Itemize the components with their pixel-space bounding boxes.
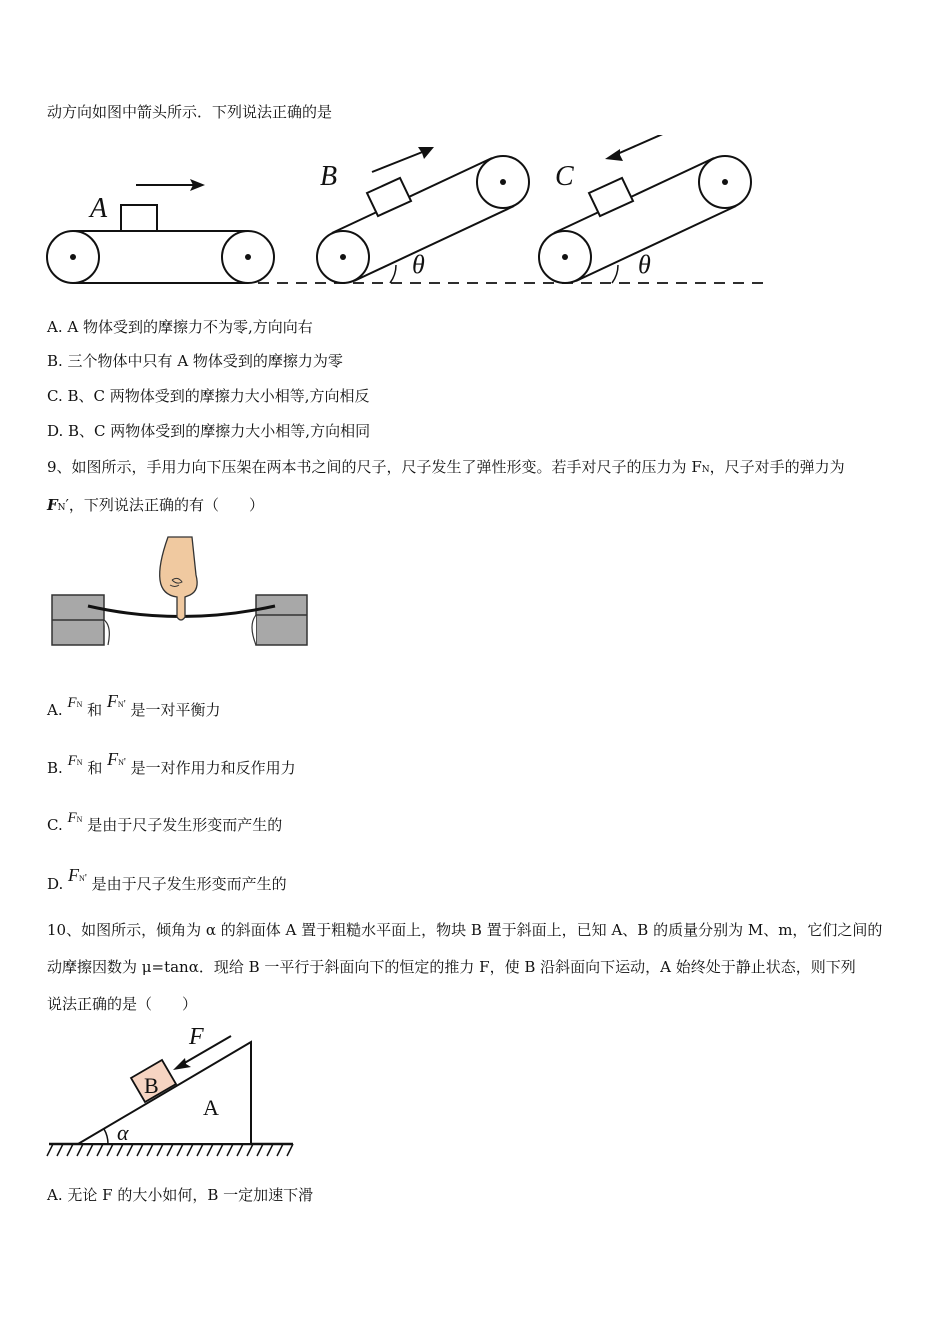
theta-c: θ <box>638 250 651 279</box>
fn-symbol: FN <box>67 810 83 826</box>
q10-stem-line3: 说法正确的是（ ） <box>47 995 198 1013</box>
block-b <box>367 178 411 216</box>
q9-stem-line1: 9、如图所示，手用力向下压架在两本书之间的尺子，尺子发生了弹性形变。若手对尺子的压力为 FN，尺子对手的弹力为 <box>47 458 845 476</box>
fn-symbol: FN <box>67 695 83 711</box>
q8-option-d[interactable]: D. B、C 两物体受到的摩擦力大小相等,方向相同 <box>47 422 371 440</box>
q10-stem-line2: 动摩擦因数为 μ=tanα．现给 B 一平行于斜面向下的恒定的推力 F，使 B 沿斜面向下运动，A 始终处于静止状态，则下列 <box>47 958 856 976</box>
incline-a <box>78 1042 251 1144</box>
left-book <box>52 595 109 645</box>
q8-option-b[interactable]: B. 三个物体中只有 A 物体受到的摩擦力为零 <box>47 352 343 370</box>
fn-prime-symbol: FN' <box>107 749 126 769</box>
q8-intro: 动方向如图中箭头所示．下列说法正确的是 <box>47 103 333 121</box>
arrow-b <box>372 147 434 172</box>
block-a <box>121 205 157 231</box>
q10-option-a[interactable]: A. 无论 F 的大小如何，B 一定加速下滑 <box>47 1186 314 1204</box>
arrow-c <box>605 135 665 161</box>
conveyor-figure <box>40 135 780 295</box>
arrow-a <box>136 179 205 191</box>
angle-arc-c <box>612 265 618 283</box>
fn-prime-symbol: FN' <box>68 865 87 885</box>
label-alpha: α <box>117 1120 129 1145</box>
label-incline-a: A <box>203 1095 219 1120</box>
hand-icon <box>160 537 197 620</box>
block-c <box>589 178 633 216</box>
right-book <box>252 595 307 645</box>
label-a: A <box>90 193 108 224</box>
hand-ruler-figure <box>50 535 310 650</box>
q8-option-a[interactable]: A. A 物体受到的摩擦力不为零,方向向右 <box>47 318 313 336</box>
incline-figure <box>45 1020 305 1165</box>
fn-symbol: FN <box>67 753 83 769</box>
fn-prime-symbol: FN' <box>106 691 126 711</box>
q9-option-a[interactable]: A. FN 和 FN' 是一对平衡力 <box>47 690 220 730</box>
theta-b: θ <box>412 250 425 279</box>
q8-option-c[interactable]: C. B、C 两物体受到的摩擦力大小相等,方向相反 <box>47 387 370 405</box>
q10-stem-line1: 10、如图所示，倾角为 α 的斜面体 A 置于粗糙水平面上，物块 B 置于斜面上，已知 A、B 的质量分别为 M、m，它们之间的 <box>47 921 883 939</box>
label-block-b: B <box>144 1073 159 1098</box>
conveyor-a <box>47 231 274 283</box>
q9-option-d[interactable]: D. FN' 是由于尺子发生形变而产生的 <box>47 864 287 904</box>
q9-option-c[interactable]: C. FN 是由于尺子发生形变而产生的 <box>47 806 282 846</box>
label-c: C <box>555 161 574 192</box>
q9-stem-line2: FN′，下列说法正确的有（ ） <box>47 496 264 514</box>
label-b: B <box>320 161 338 192</box>
angle-arc-b <box>390 265 396 283</box>
ground-hatch <box>47 1144 293 1156</box>
label-force-f: F <box>189 1024 204 1050</box>
q9-option-b[interactable]: B. FN 和 FN' 是一对作用力和反作用力 <box>47 748 296 788</box>
